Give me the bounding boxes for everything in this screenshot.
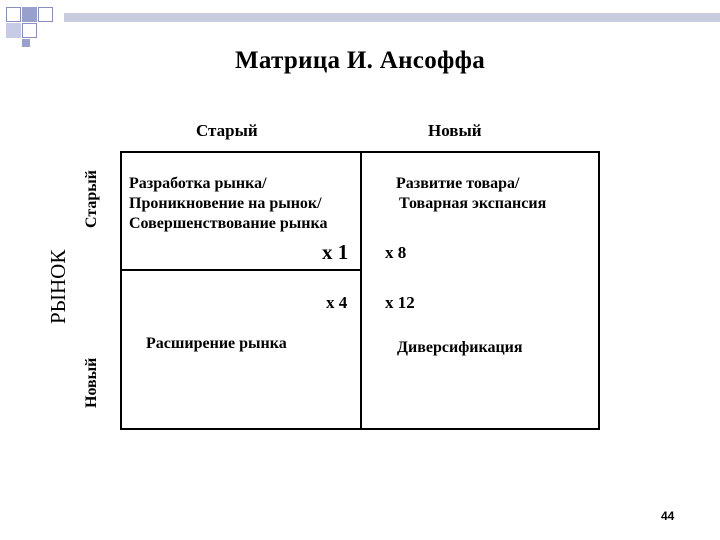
cell-market-expansion: Расширение рынка — [146, 335, 287, 352]
cell-market-development — [129, 174, 327, 234]
cell-line: Совершенствование рынка — [129, 215, 328, 232]
cell-line: Проникновение на рынок/ — [129, 195, 322, 212]
page-number: 44 — [661, 509, 675, 523]
decor-square-outline — [6, 7, 21, 22]
market-axis-label: РЫНОК — [46, 249, 70, 324]
row-header-new: Новый — [83, 357, 100, 408]
multiplier-bottom-left: x 4 — [326, 293, 348, 312]
decor-square-filled — [22, 39, 30, 47]
slide-title: Матрица И. Ансоффа — [235, 47, 485, 74]
decor-top-bar — [64, 13, 720, 22]
decor-square-outline — [22, 23, 37, 38]
row-header-old: Старый — [83, 169, 100, 228]
multiplier-top-left: x 1 — [322, 240, 349, 264]
decor-square-filled — [22, 7, 37, 22]
multiplier-bottom-right: x 12 — [385, 293, 415, 312]
cell-line: Товарная экспансия — [399, 195, 547, 212]
multiplier-top-right: x 8 — [385, 243, 407, 262]
cell-product-development — [396, 174, 546, 214]
cell-diversification: Диверсификация — [397, 339, 523, 356]
matrix-vertical-divider — [360, 151, 362, 430]
column-header-new: Новый — [428, 121, 482, 140]
cell-line: Разработка рынка/ — [129, 175, 267, 192]
cell-line: Развитие товара/ — [396, 175, 520, 192]
decor-square-outline — [38, 7, 53, 22]
decor-square-filled — [6, 23, 21, 38]
matrix-horizontal-divider — [120, 269, 360, 271]
column-header-old: Старый — [196, 121, 258, 140]
